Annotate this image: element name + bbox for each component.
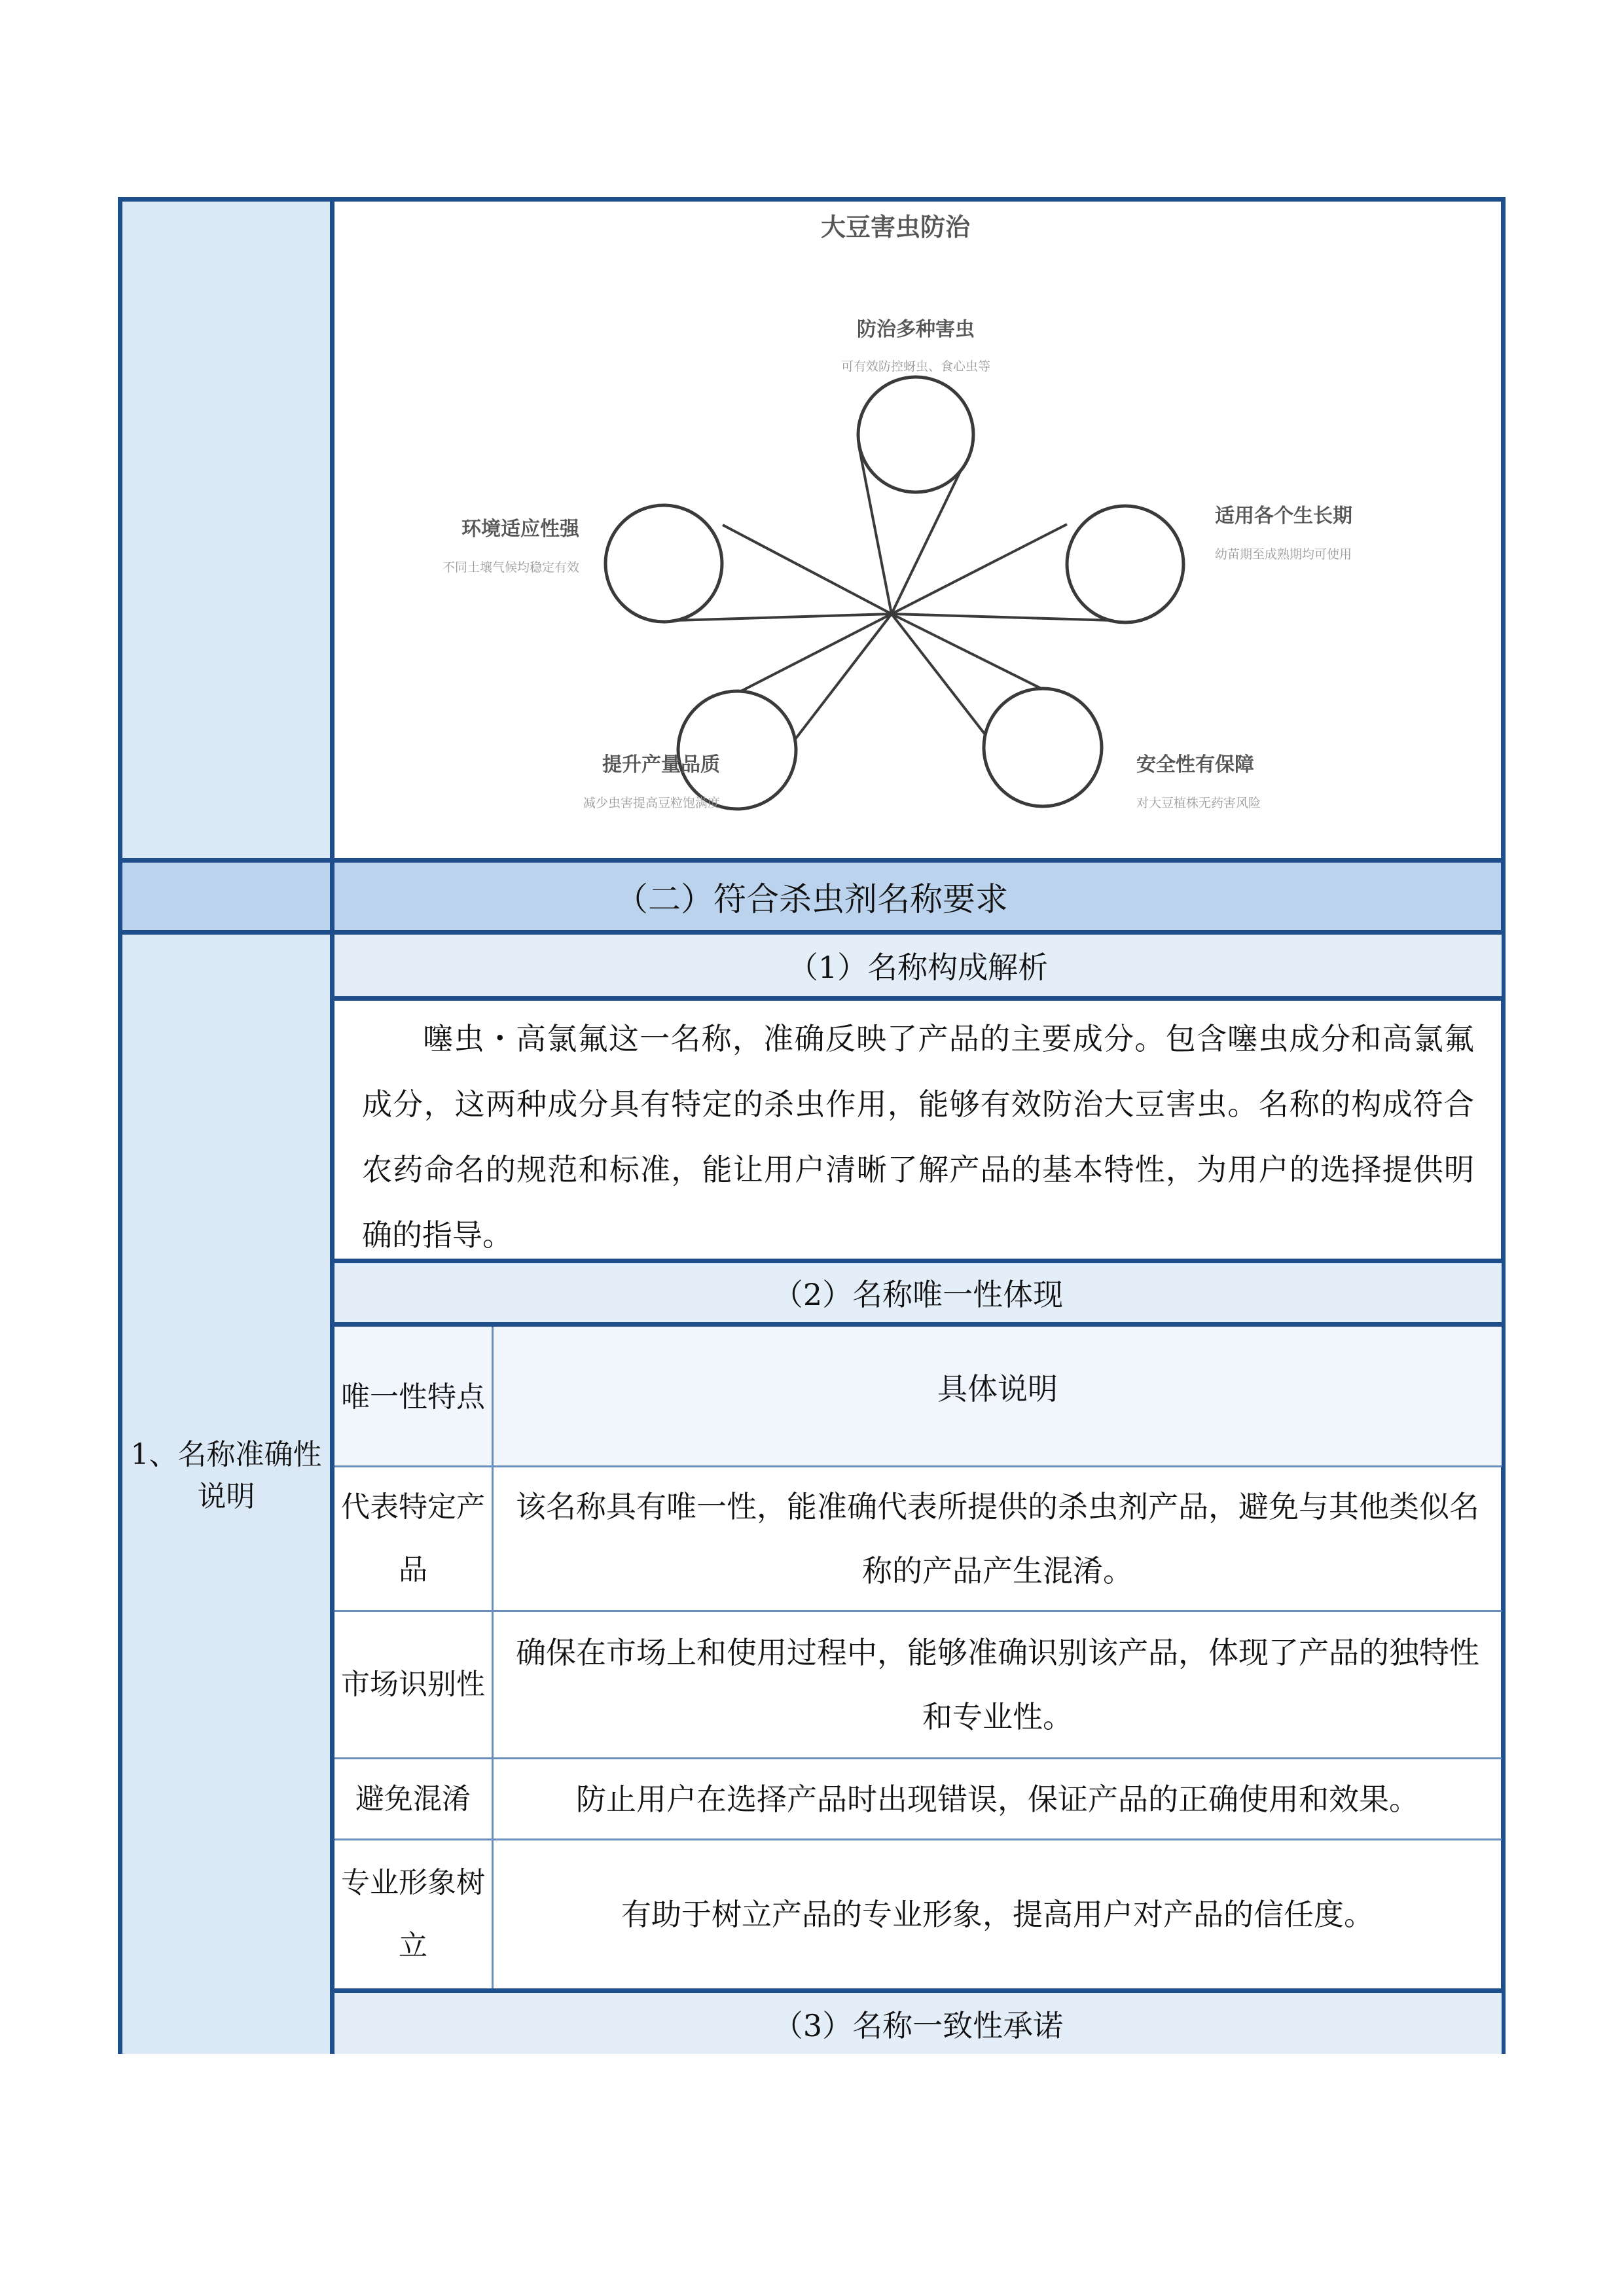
part1-paragraph xyxy=(334,1001,1502,1259)
divider-band-bottom xyxy=(122,930,1501,935)
row2-desc: 确保在市场上和使用过程中，能够准确识别该产品，体现了产品的独特性和专业性。 xyxy=(516,1635,1479,1734)
part2-title: （2）名称唯一性体现 xyxy=(334,1263,1502,1322)
row4-desc: 有助于树立产品的专业形象，提高用户对产品的信任度。 xyxy=(621,1897,1374,1932)
node-title-2: 适用各个生长期 xyxy=(1215,505,1352,528)
divider-part2-title xyxy=(334,1322,1502,1327)
divider-row-1 xyxy=(334,1465,1502,1467)
pest-control-diagram xyxy=(334,202,1502,858)
left-cell-label xyxy=(122,930,330,2054)
divider-part3 xyxy=(334,1988,1502,1993)
row1-feature: 代表特定产品 xyxy=(341,1490,485,1587)
node-title-3: 安全性有保障 xyxy=(1136,753,1254,776)
section-title: （二）符合杀虫剂名称要求 xyxy=(122,863,1501,930)
divider-part1 xyxy=(334,996,1502,1001)
header-feature: 唯一性特点 xyxy=(341,1380,485,1414)
row1-desc: 该名称具有唯一性，能准确代表所提供的杀虫剂产品，避免与其他类似名称的产品产生混淆。 xyxy=(516,1489,1479,1588)
divider-row-4 xyxy=(334,1839,1502,1840)
part3-title: （3）名称一致性承诺 xyxy=(334,1993,1502,2054)
left-cell-top xyxy=(122,202,330,858)
row3-feature: 避免混淆 xyxy=(355,1782,471,1816)
row-label: 1、名称准确性说明 xyxy=(130,1438,322,1513)
diagram-svg xyxy=(334,202,1502,858)
node-desc-4: 减少虫害提高豆粒饱满度 xyxy=(583,796,720,810)
divider-part2-top xyxy=(334,1259,1502,1263)
part1-text: 噻虫・高氯氟这一名称，准确反映了产品的主要成分。包含噻虫成分和高氯氟成分，这两种成分具有特定的杀虫作用，能够有效防治大豆害虫。名称的构成符合农药命名的规范和标准，能让用户清晰了解产品的基本特性，为用户的选择提供明确的指导。 xyxy=(362,1021,1474,1253)
divider-band-top xyxy=(122,858,1501,863)
divider-table-col xyxy=(492,1327,494,1988)
node-desc-5: 不同土壤气候均稳定有效 xyxy=(442,560,579,575)
node-desc-3: 对大豆植株无药害风险 xyxy=(1136,796,1261,810)
node-title-5: 环境适应性强 xyxy=(461,518,579,541)
divider-left-col xyxy=(330,202,334,2054)
header-desc: 具体说明 xyxy=(937,1371,1058,1407)
diagram-title: 大豆害虫防治 xyxy=(820,213,971,242)
node-title-1: 防治多种害虫 xyxy=(857,318,975,341)
row4-feature: 专业形象树立 xyxy=(341,1866,485,1962)
row2-feature: 市场识别性 xyxy=(341,1668,485,1701)
main-table xyxy=(118,197,1506,2054)
node-title-4: 提升产量品质 xyxy=(602,753,720,776)
node-desc-1: 可有效防控蚜虫、食心虫等 xyxy=(840,359,991,374)
divider-row-3 xyxy=(334,1757,1502,1759)
node-desc-2: 幼苗期至成熟期均可使用 xyxy=(1215,547,1352,562)
divider-row-2 xyxy=(334,1610,1502,1612)
row3-desc: 防止用户在选择产品时出现错误，保证产品的正确使用和效果。 xyxy=(576,1781,1419,1817)
part1-title: （1）名称构成解析 xyxy=(334,935,1502,996)
petal-circles xyxy=(605,377,1183,809)
